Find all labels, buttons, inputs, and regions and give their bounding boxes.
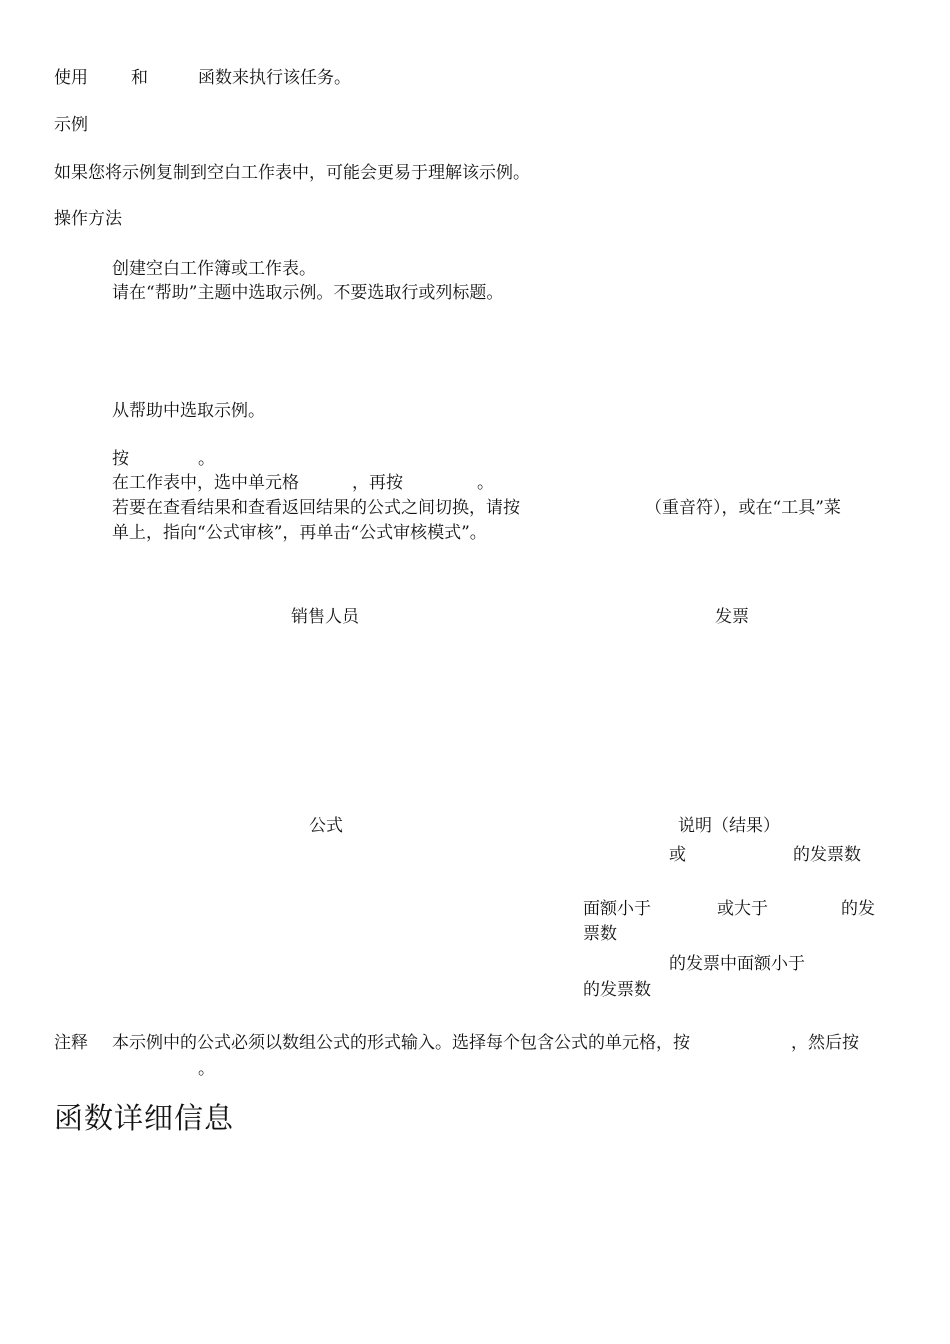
step-toggle-text-b: （重音符），或在“工具”菜: [645, 498, 841, 518]
section-heading: 函数详细信息: [54, 1101, 235, 1135]
step-toggle-text-c: 单上，指向“公式审核”，再单击“公式审核模式”。: [112, 523, 487, 543]
note-text: 本示例中的公式必须以数组公式的形式输入。选择每个包含公式的单元格，按: [112, 1033, 690, 1053]
intro-use-text: 使用: [54, 68, 88, 88]
table2-row2-d: 票数: [583, 924, 617, 944]
table2-header-description: 说明（结果）: [678, 816, 780, 836]
table2-header-formula: 公式: [309, 816, 343, 836]
table2-row3-b: 的发票数: [583, 980, 651, 1000]
intro-rest-text: 函数来执行该任务。: [198, 68, 351, 88]
note-comma-then: ，然后按: [791, 1033, 859, 1053]
step-then-press-period: 。: [477, 473, 494, 493]
step-select-help-text: 请在“帮助”主题中选取示例。不要选取行或列标题。: [112, 283, 504, 303]
step-select-from-help-text: 从帮助中选取示例。: [112, 401, 265, 421]
howto-heading: 操作方法: [54, 209, 122, 229]
table1-header-invoice: 发票: [715, 607, 749, 627]
intro-and-text: 和: [131, 68, 148, 88]
step-in-sheet-text: 在工作表中，选中单元格: [112, 473, 299, 493]
step-then-press-text: ，再按: [352, 473, 403, 493]
table2-row1-or: 或: [669, 845, 686, 865]
note-period: 。: [198, 1059, 215, 1079]
table1-header-salesperson: 销售人员: [291, 607, 359, 627]
step-press-period: 。: [198, 449, 215, 469]
table2-row3-a: 的发票中面额小于: [669, 954, 805, 974]
example-heading: 示例: [54, 115, 88, 135]
table2-row1-tail: 的发票数: [793, 845, 861, 865]
note-label: 注释: [54, 1033, 88, 1053]
step-toggle-text-a: 若要在查看结果和查看返回结果的公式之间切换，请按: [112, 498, 520, 518]
example-intro-text: 如果您将示例复制到空白工作表中，可能会更易于理解该示例。: [54, 163, 530, 183]
step-press-text: 按: [112, 449, 129, 469]
step-create-text: 创建空白工作簿或工作表。: [112, 259, 316, 279]
table2-row2-c: 的发: [841, 899, 875, 919]
table2-row2-a: 面额小于: [583, 899, 651, 919]
table2-row2-b: 或大于: [717, 899, 768, 919]
